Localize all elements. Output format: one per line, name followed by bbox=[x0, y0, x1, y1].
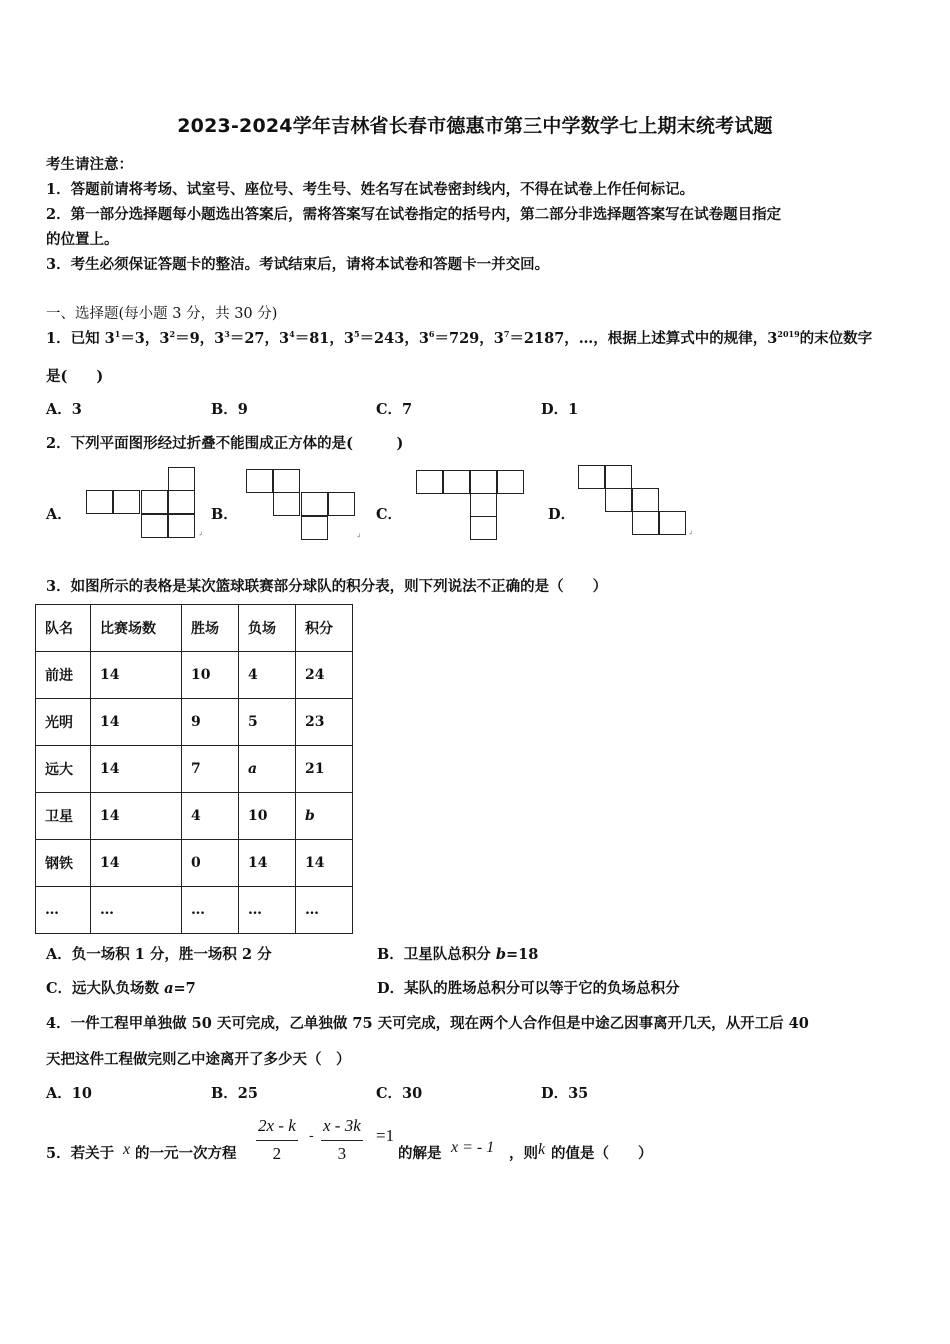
q1-stem bbox=[46, 327, 872, 348]
table-cell: b bbox=[296, 793, 353, 840]
q3-option-b-var: b bbox=[495, 946, 506, 963]
q3-option-c[interactable] bbox=[46, 977, 196, 998]
table-cell: 14 bbox=[91, 793, 182, 840]
notice-item-2: 2．第一部分选择题每小题选出答案后，需将答案写在试卷指定的括号内，第二部分非选择题答案写在试卷题目指定 bbox=[46, 206, 782, 223]
table-row bbox=[36, 887, 353, 934]
q1-exp-1: 1 bbox=[114, 329, 121, 340]
q2-stem: 2．下列平面图形经过折叠不能围成正方体的是( ) bbox=[46, 435, 404, 452]
q3-option-c-pre: C．远大队负场数 bbox=[46, 980, 165, 997]
table-cell: 10 bbox=[182, 652, 239, 699]
q2-option-b[interactable]: B． bbox=[211, 506, 238, 523]
table-row bbox=[36, 652, 353, 699]
section-heading: 一、选择题(每小题 3 分，共 30 分) bbox=[46, 306, 278, 322]
q5-equals: =1 bbox=[376, 1126, 395, 1145]
table-cell: 9 bbox=[182, 699, 239, 746]
q2-option-a[interactable]: A． bbox=[46, 506, 72, 523]
q5-frac2-num: x - 3k bbox=[321, 1116, 363, 1141]
q5-var-x: x bbox=[123, 1141, 131, 1158]
q5-frac2-den: 3 bbox=[337, 1144, 347, 1163]
q1-exp-3: 3 bbox=[224, 329, 230, 340]
q1-exp-6: 6 bbox=[428, 329, 435, 340]
table-cell: 钢铁 bbox=[36, 840, 91, 887]
q1-rest-4: ＝81，3 bbox=[294, 330, 354, 347]
q1-rest-5: ＝243，3 bbox=[359, 330, 429, 347]
table-header: 负场 bbox=[239, 605, 296, 652]
table-cell: 5 bbox=[239, 699, 296, 746]
q5-post2: ，则 bbox=[509, 1145, 538, 1162]
q4-option-d[interactable]: D．35 bbox=[541, 1085, 589, 1102]
table-cell: … bbox=[91, 887, 182, 934]
table-cell: 14 bbox=[91, 840, 182, 887]
q4-line1: 4．一件工程甲单独做 50 天可完成，乙单独做 75 天可完成，现在两个人合作但是中途乙因事离开几天，从开工后 40 bbox=[46, 1015, 809, 1032]
q1-line2: 是( ) bbox=[46, 368, 104, 385]
table-cell: 23 bbox=[296, 699, 353, 746]
q1-option-c[interactable]: C．7 bbox=[376, 401, 413, 418]
table-row bbox=[36, 746, 353, 793]
table-cell: 前进 bbox=[36, 652, 91, 699]
table-header: 队名 bbox=[36, 605, 91, 652]
q5-mid: 的一元一次方程 bbox=[135, 1145, 237, 1162]
q4-option-b[interactable]: B．25 bbox=[211, 1085, 258, 1102]
table-cell: … bbox=[239, 887, 296, 934]
table-cell: 21 bbox=[296, 746, 353, 793]
table-cell: 14 bbox=[239, 840, 296, 887]
q3-stem: 3．如图所示的表格是某次篮球联赛部分球队的积分表，则下列说法不正确的是（ ） bbox=[46, 578, 608, 595]
table-row bbox=[36, 699, 353, 746]
q1-rest-3: ＝27，3 bbox=[229, 330, 290, 347]
q3-option-b-post: =18 bbox=[505, 946, 539, 963]
q5-frac1-num: 2x - k bbox=[256, 1116, 298, 1141]
q2-option-c[interactable]: C． bbox=[376, 506, 403, 523]
notice-item-3: 3．考生必须保证答题卡的整洁。考试结束后，请将本试卷和答题卡一并交回。 bbox=[46, 256, 550, 273]
table-cell: 卫星 bbox=[36, 793, 91, 840]
page-title: 2023-2024学年吉林省长春市德惠市第三中学数学七上期末统考试题 bbox=[177, 115, 773, 137]
table-cell: … bbox=[182, 887, 239, 934]
q1-option-b[interactable]: B．9 bbox=[211, 401, 248, 418]
q5-var-k: k bbox=[538, 1141, 546, 1158]
q3-option-c-var: a bbox=[164, 980, 174, 997]
table-cell: 4 bbox=[182, 793, 239, 840]
q1-option-a[interactable]: A．3 bbox=[46, 401, 82, 418]
table-cell: … bbox=[296, 887, 353, 934]
notice-heading: 考生请注意： bbox=[46, 156, 133, 173]
q1-rest-7: ＝2187，…，根据上述算式中的规律，3 bbox=[509, 330, 778, 347]
q5-fraction-2 bbox=[321, 1116, 363, 1164]
q1-prefix: 1．已知 3 bbox=[46, 330, 115, 347]
table-cell: 7 bbox=[182, 746, 239, 793]
q3-option-d[interactable]: D．某队的胜场总积分可以等于它的负场总积分 bbox=[377, 980, 680, 997]
q3-option-b-pre: B．卫星队总积分 bbox=[377, 946, 496, 963]
q4-line2: 天把这件工程做完则乙中途离开了多少天（ ） bbox=[46, 1051, 351, 1068]
table-cell: 14 bbox=[296, 840, 353, 887]
q4-option-a[interactable]: A．10 bbox=[46, 1085, 92, 1102]
table-header: 比赛场数 bbox=[91, 605, 182, 652]
q1-rest-1: ＝3，3 bbox=[120, 330, 170, 347]
q5-fraction-1 bbox=[256, 1116, 298, 1164]
q1-exp-2: 2 bbox=[169, 329, 176, 340]
table-header-row bbox=[36, 605, 353, 652]
q1-exp-7: 7 bbox=[503, 329, 510, 340]
score-table bbox=[35, 604, 353, 934]
q5-solution: x = - 1 bbox=[451, 1139, 495, 1156]
table-cell: 远大 bbox=[36, 746, 91, 793]
table-cell: 24 bbox=[296, 652, 353, 699]
q1-rest-8: 的末位数字 bbox=[799, 330, 873, 347]
q5-frac1-den: 2 bbox=[272, 1144, 282, 1163]
notice-item-1: 1．答题前请将考场、试室号、座位号、考生号、姓名写在试卷密封线内，不得在试卷上作任何标记。 bbox=[46, 181, 695, 198]
q5-prefix: 5．若关于 bbox=[46, 1145, 115, 1162]
table-cell: 4 bbox=[239, 652, 296, 699]
q1-exp-4: 4 bbox=[289, 329, 295, 340]
table-cell: … bbox=[36, 887, 91, 934]
table-cell: 14 bbox=[91, 699, 182, 746]
table-cell: a bbox=[239, 746, 296, 793]
q1-exp-2019: 2019 bbox=[777, 329, 800, 340]
table-header: 胜场 bbox=[182, 605, 239, 652]
table-row bbox=[36, 793, 353, 840]
q2-option-d[interactable]: D． bbox=[548, 506, 576, 523]
q3-option-c-post: =7 bbox=[173, 980, 196, 997]
q5-post1: 的解是 bbox=[398, 1145, 442, 1162]
q1-rest-2: ＝9，3 bbox=[175, 330, 225, 347]
q5-post3: 的值是（ ） bbox=[551, 1145, 653, 1162]
q1-exp-5: 5 bbox=[353, 329, 360, 340]
table-cell: 14 bbox=[91, 746, 182, 793]
q5-minus: - bbox=[309, 1128, 314, 1144]
table-cell: 10 bbox=[239, 793, 296, 840]
q3-option-a[interactable]: A．负一场积 1 分，胜一场积 2 分 bbox=[46, 946, 272, 963]
notice-item-2-cont: 的位置上。 bbox=[46, 231, 119, 248]
table-header: 积分 bbox=[296, 605, 353, 652]
q4-option-c[interactable]: C．30 bbox=[376, 1085, 423, 1102]
table-cell: 14 bbox=[91, 652, 182, 699]
q1-rest-6: ＝729，3 bbox=[434, 330, 504, 347]
table-cell: 光明 bbox=[36, 699, 91, 746]
table-cell: 0 bbox=[182, 840, 239, 887]
q3-option-b[interactable] bbox=[377, 943, 538, 964]
q1-option-d[interactable]: D．1 bbox=[541, 401, 579, 418]
table-row bbox=[36, 840, 353, 887]
